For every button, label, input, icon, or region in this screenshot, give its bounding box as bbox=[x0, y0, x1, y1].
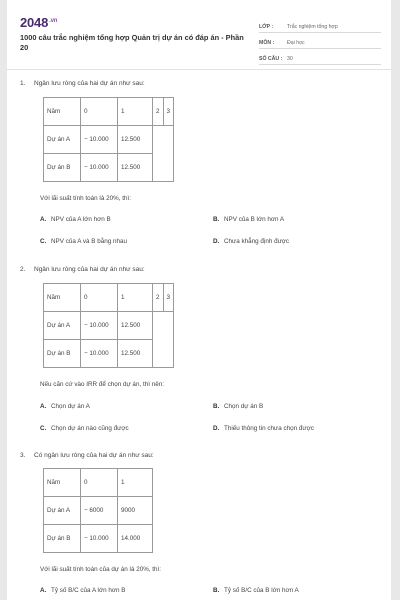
option-letter: B. bbox=[213, 216, 220, 223]
table-row bbox=[44, 312, 174, 340]
table-cell bbox=[153, 126, 174, 182]
table-row bbox=[44, 525, 153, 553]
table-cell: 2 bbox=[153, 98, 164, 126]
question-text bbox=[20, 80, 380, 87]
answer-option-c[interactable] bbox=[40, 425, 129, 432]
logo-suffix: .vn bbox=[49, 17, 58, 24]
table-cell: Dự án B bbox=[44, 154, 81, 182]
cashflow-table bbox=[43, 283, 174, 368]
question-note: Với lãi suất tính toán là 20%, thì: bbox=[40, 195, 131, 202]
option-letter: B. bbox=[213, 403, 220, 410]
table-row bbox=[44, 469, 153, 497]
table-cell: Dự án A bbox=[44, 126, 81, 154]
question-note: Nếu căn cứ vào IRR để chọn dự án, thì nên: bbox=[40, 381, 164, 388]
header-divider bbox=[7, 69, 391, 70]
table-cell: 0 bbox=[81, 284, 118, 312]
option-text: Thiếu thông tin chưa chọn được bbox=[224, 425, 314, 432]
option-text: Tỷ số B/C của B lớn hơn A bbox=[224, 587, 299, 594]
answer-option-a[interactable] bbox=[40, 587, 125, 594]
document-title: 1000 câu trắc nghiệm tổng hợp Quản trị dự án có đáp án - Phần 20 bbox=[20, 33, 244, 52]
table-cell: Dự án B bbox=[44, 340, 81, 368]
table-cell: − 10.000 bbox=[81, 340, 118, 368]
table-cell: Dự án B bbox=[44, 525, 81, 553]
site-logo[interactable] bbox=[20, 15, 57, 30]
document-page bbox=[7, 0, 391, 600]
question-number: 3. bbox=[20, 452, 26, 459]
table-row bbox=[44, 98, 174, 126]
table-cell: − 10.000 bbox=[81, 525, 118, 553]
question-stem: Có ngân lưu ròng của hai dự án như sau: bbox=[34, 452, 154, 459]
logo-text: 2048 bbox=[20, 15, 49, 30]
answer-option-b[interactable] bbox=[213, 216, 284, 223]
cashflow-table bbox=[43, 468, 153, 553]
table-cell: 3 bbox=[163, 98, 174, 126]
option-letter: D. bbox=[213, 425, 220, 432]
table-cell: 12.500 bbox=[118, 154, 153, 182]
question-2 bbox=[20, 266, 380, 273]
option-text: Chọn dự án nào cũng được bbox=[51, 425, 129, 432]
option-letter: C. bbox=[40, 425, 47, 432]
answer-option-a[interactable] bbox=[40, 403, 90, 410]
question-note: Với lãi suất tính toán của dự án là 20%, thì: bbox=[40, 566, 162, 573]
meta-row-class bbox=[259, 18, 381, 33]
question-stem: Ngân lưu ròng của hai dự án như sau: bbox=[34, 80, 145, 87]
meta-row-subject bbox=[259, 34, 381, 49]
option-text: Chọn dự án A bbox=[51, 403, 90, 410]
question-number: 1. bbox=[20, 80, 26, 87]
option-letter: A. bbox=[40, 587, 47, 594]
table-cell: − 10.000 bbox=[81, 154, 118, 182]
table-cell: 12.500 bbox=[118, 126, 153, 154]
table-cell: Năm bbox=[44, 284, 81, 312]
meta-row-count bbox=[259, 50, 381, 65]
table-cell: 0 bbox=[81, 98, 118, 126]
answer-option-b[interactable] bbox=[213, 403, 263, 410]
meta-value: 30 bbox=[287, 56, 293, 62]
table-cell: − 10.000 bbox=[81, 312, 118, 340]
table-cell: 0 bbox=[81, 469, 118, 497]
option-text: Chưa khẳng định được bbox=[224, 238, 290, 245]
table-cell: 9000 bbox=[118, 497, 153, 525]
table-cell: 12.500 bbox=[118, 312, 153, 340]
answer-option-a[interactable] bbox=[40, 216, 111, 223]
option-letter: D. bbox=[213, 238, 220, 245]
answer-option-d[interactable] bbox=[213, 425, 314, 432]
question-number: 2. bbox=[20, 266, 26, 273]
answer-option-d[interactable] bbox=[213, 238, 289, 245]
table-cell: 12.500 bbox=[118, 340, 153, 368]
table-cell: Năm bbox=[44, 98, 81, 126]
question-text bbox=[20, 452, 380, 459]
table-row bbox=[44, 126, 174, 154]
meta-value: Trắc nghiệm tổng hợp bbox=[287, 24, 338, 30]
table-row bbox=[44, 284, 174, 312]
meta-label: MÔN : bbox=[259, 40, 275, 46]
table-cell: 3 bbox=[163, 284, 174, 312]
answer-option-b[interactable] bbox=[213, 587, 299, 594]
option-text: Chọn dự án B bbox=[224, 403, 264, 410]
table-cell: 1 bbox=[118, 469, 153, 497]
answer-option-c[interactable] bbox=[40, 238, 127, 245]
option-text: Tỷ số B/C của A lớn hơn B bbox=[51, 587, 126, 594]
meta-label: SỐ CÂU : bbox=[259, 56, 283, 62]
table-cell: − 6000 bbox=[81, 497, 118, 525]
meta-value: Đại học bbox=[287, 40, 305, 46]
table-row bbox=[44, 497, 153, 525]
question-3 bbox=[20, 452, 380, 459]
option-letter: B. bbox=[213, 587, 220, 594]
option-letter: A. bbox=[40, 216, 47, 223]
table-cell: Dự án A bbox=[44, 312, 81, 340]
table-cell bbox=[153, 312, 174, 368]
document-header bbox=[7, 0, 391, 70]
question-text bbox=[20, 266, 380, 273]
cashflow-table bbox=[43, 97, 174, 182]
table-cell: Dự án A bbox=[44, 497, 81, 525]
question-1 bbox=[20, 80, 380, 87]
option-text: NPV của A lớn hơn B bbox=[51, 216, 111, 223]
document-meta bbox=[259, 18, 381, 66]
meta-label: LỚP : bbox=[259, 24, 274, 30]
option-text: NPV của B lớn hơn A bbox=[224, 216, 285, 223]
table-cell: Năm bbox=[44, 469, 81, 497]
table-cell: 2 bbox=[153, 284, 164, 312]
option-text: NPV của A và B bằng nhau bbox=[51, 238, 127, 245]
question-stem: Ngân lưu ròng của hai dự án như sau: bbox=[34, 266, 145, 273]
table-cell: 1 bbox=[118, 284, 153, 312]
table-cell: 1 bbox=[118, 98, 153, 126]
table-cell: 14.000 bbox=[118, 525, 153, 553]
table-cell: − 10.000 bbox=[81, 126, 118, 154]
option-letter: C. bbox=[40, 238, 47, 245]
option-letter: A. bbox=[40, 403, 47, 410]
